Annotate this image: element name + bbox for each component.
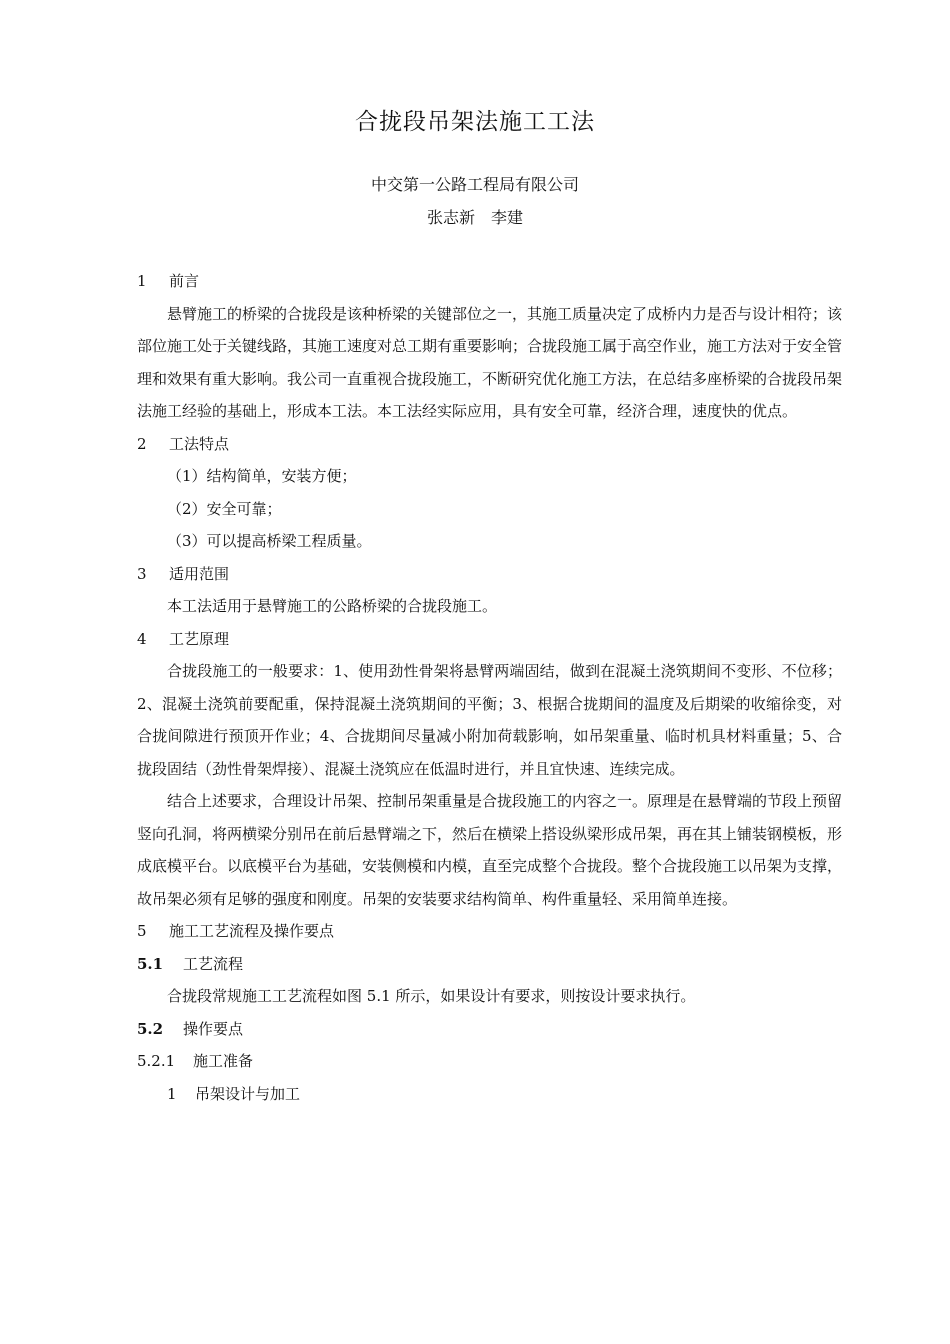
paragraph: 结合上述要求，合理设计吊架、控制吊架重量是合拢段施工的内容之一。原理是在悬臂端的节段上预留竖向孔洞，将两横梁分别吊在前后悬臂端之下，然后在横梁上搭设纵梁形成吊架，再在其上铺装钢模板，形成底模平台。以底模平台为基础，安装侧模和内模，直至完成整个合拢段。整个合拢段施工以吊架为支撑，故吊架必须有足够的强度和刚度。吊架的安装要求结构简单、构件重量轻、采用简单连接。	[137, 792, 843, 908]
list-item: （2）安全可靠；	[167, 499, 282, 518]
section-heading-5: 5 施工工艺流程及操作要点	[137, 922, 335, 940]
subsection-heading-5-2-1: 5.2.1 施工准备	[137, 1052, 254, 1070]
section-heading-3: 3 适用范围	[137, 564, 230, 583]
section-heading-4: 4 工艺原理	[137, 629, 230, 648]
subsection-heading-5-1: 5.1 工艺流程	[137, 954, 244, 973]
document-title: 合拢段吊架法施工工法	[355, 109, 595, 135]
paragraph: 合拢段常规施工工艺流程如图 5.1 所示，如果设计有要求，则按设计要求执行。	[167, 987, 696, 1005]
subsection-heading-5-2: 5.2 操作要点	[137, 1019, 244, 1038]
company-name: 中交第一公路工程局有限公司	[370, 175, 579, 194]
paragraph: 悬臂施工的桥梁的合拢段是该种桥梁的关键部位之一，其施工质量决定了成桥内力是否与设计相符；该部位施工处于关键线路，其施工速度对总工期有重要影响；合拢段施工属于高空作业，施工方法对于安全管理和效果有重大影响。我公司一直重视合拢段施工，不断研究优化施工方法，在总结多座桥梁的合拢段吊架法施工经验的基础上，形成本工法。本工法经实际应用，具有安全可靠，经济合理，速度快的优点。	[137, 304, 843, 420]
item-heading: 1 吊架设计与加工	[167, 1084, 301, 1103]
list-item: （1）结构简单，安装方便；	[167, 467, 357, 485]
document-body	[137, 265, 842, 1110]
paragraph: 合拢段施工的一般要求：1、使用劲性骨架将悬臂两端固结，做到在混凝土浇筑期间不变形、不位移；2、混凝土浇筑前要配重，保持混凝土浇筑期间的平衡；3、根据合拢期间的温度及后期梁的收缩徐变，对合拢间隙进行预顶开作业；4、合拢期间尽量减小附加荷载影响，如吊架重量、临时机具材料重量；5、合拢段固结（劲性骨架焊接）、混凝土浇筑应在低温时进行，并且宜快速、连续完成。	[137, 662, 842, 778]
list-item: （3）可以提高桥梁工程质量。	[167, 532, 372, 550]
section-heading-1: 1 前言	[137, 272, 200, 290]
author-names: 张志新 李建	[426, 208, 523, 227]
section-heading-2: 2 工法特点	[137, 434, 230, 453]
paragraph: 本工法适用于悬臂施工的公路桥梁的合拢段施工。	[167, 597, 498, 615]
